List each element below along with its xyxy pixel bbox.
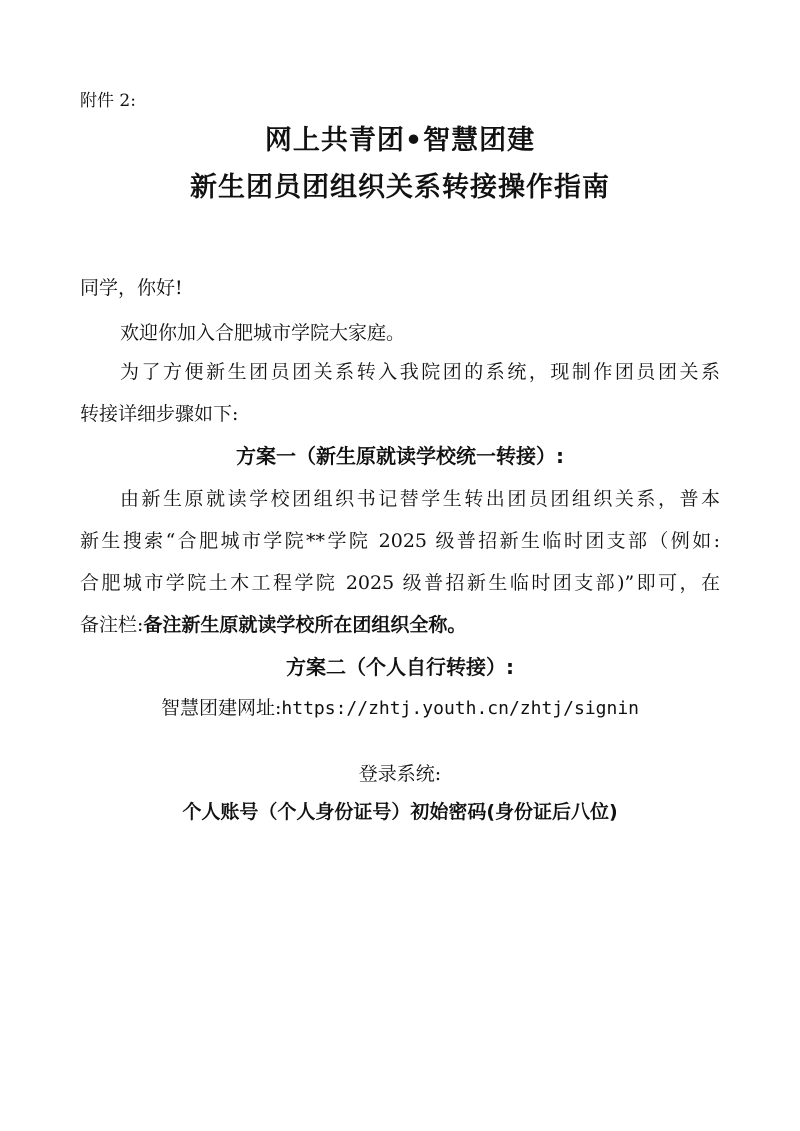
website-label: 智慧团建网址: [160,697,282,719]
welcome-text: 欢迎你加入合肥城市学院大家庭。 [120,322,406,344]
remark-instruction: 备注新生原就读学校所在团组织全称。 [143,614,467,636]
website-url-link[interactable]: https://zhtj.youth.cn/zhtj/signin [281,698,640,719]
attachment-label: 附件 2: [80,91,136,111]
plan1-line2: 新生搜索“合肥城市学院**学院 2025 级普招新生临时团支部（例如: [80,530,720,552]
document-title-line1: 网上共青团•智慧团建 [264,125,536,156]
plan1-line3: 合肥城市学院土木工程学院 2025 级普招新生临时团支部)”即可，在 [80,572,720,594]
plan1-heading: 方案一（新生原就读学校统一转接）: [236,444,564,468]
intro-line1: 为了方便新生团员团关系转入我院团的系统，现制作团员团关系 [120,361,720,383]
plan1-line1: 由新生原就读学校团组织书记替学生转出团员团组织关系，普本 [120,488,720,510]
remark-label: 备注栏: [80,614,144,636]
account-info: 个人账号（个人身份证号）初始密码(身份证后八位) [182,801,618,823]
plan1-line4 [80,610,720,637]
document-title-line2: 新生团员团组织关系转接操作指南 [190,172,610,203]
website-line [0,693,800,720]
login-label: 登录系统: [358,763,442,785]
intro-line2: 转接详细步骤如下: [80,403,239,425]
plan2-heading: 方案二（个人自行转接）: [286,655,514,679]
greeting-text: 同学，你好! [80,277,183,299]
